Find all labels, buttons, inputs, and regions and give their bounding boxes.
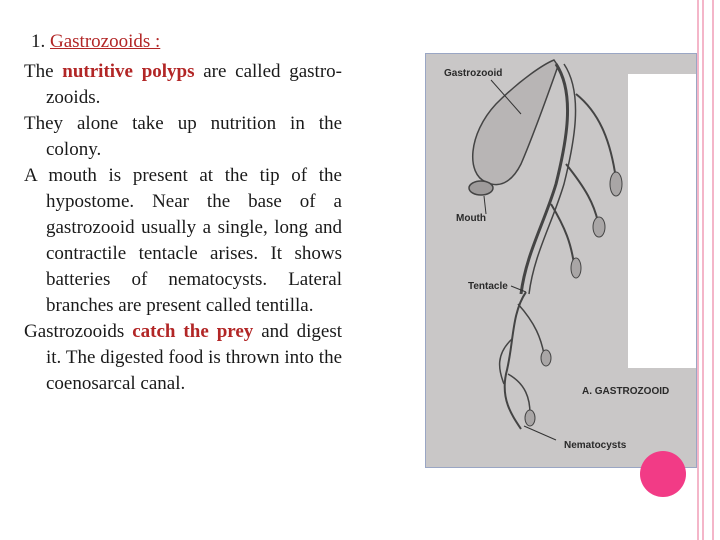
heading-number: 1. [31, 31, 46, 52]
slide-heading [24, 29, 342, 55]
highlight-nutritive-polyps: nutritive polyps [62, 61, 195, 82]
paragraph-prey [24, 319, 342, 397]
label-nematocysts: Nematocysts [564, 440, 627, 451]
decorative-rule [712, 0, 714, 540]
figure-overlay-box [628, 74, 696, 368]
text-span: The [24, 61, 63, 82]
slide-text [24, 29, 342, 397]
label-tentacle: Tentacle [468, 281, 508, 292]
heading-title: Gastrozooids : [50, 31, 161, 52]
text-span: Gastrozooids [24, 321, 133, 342]
paragraph-nutritive [24, 59, 342, 111]
paragraph-mouth: A mouth is present at the tip of the hypostome. Near the base of a gastrozooid usually a single, long and contractile tentacle arises. It shows batteries of nematocysts. Lateral branches are present called tentilla. [24, 165, 342, 316]
decorative-rule [702, 0, 704, 540]
highlight-catch-the-prey: catch the prey [132, 321, 254, 342]
label-caption: A. GASTROZOOID [582, 386, 670, 397]
decorative-rule [697, 0, 699, 540]
label-gastrozooid: Gastrozooid [444, 68, 503, 79]
label-mouth: Mouth [456, 213, 486, 224]
decorative-dot [640, 451, 686, 497]
text-span: and digest it. The digested food is thrown into the coenosarcal canal. [46, 321, 343, 394]
text-span: are called gastro- zooids. [46, 61, 342, 108]
paragraph-nutrition: They alone take up nutrition in the colony. [24, 113, 342, 160]
